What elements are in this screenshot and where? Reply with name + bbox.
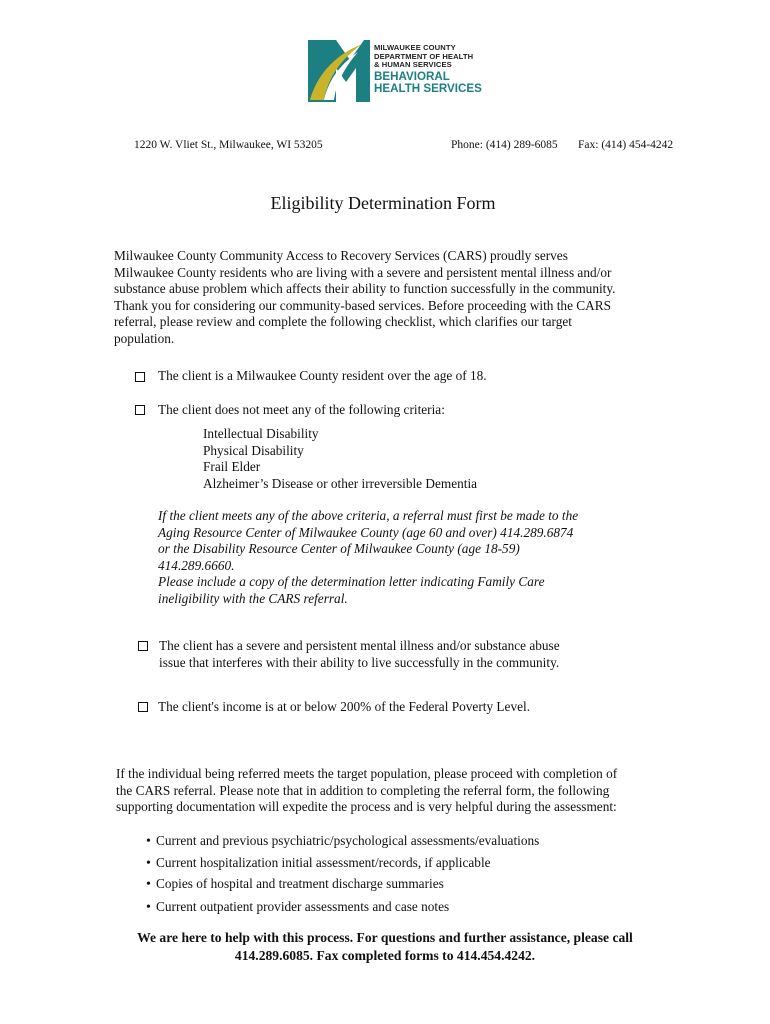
note-line: Please include a copy of the determination letter indicating Family Care [158, 574, 545, 590]
logo-line-county: MILWAUKEE COUNTY [374, 43, 456, 52]
doc-item-label: Current and previous psychiatric/psychological assessments/evaluations [156, 833, 540, 848]
fax: Fax: (414) 454-4242 [578, 139, 674, 151]
note-line: Aging Resource Center of Milwaukee County (age 60 and over) 414.289.6874 [158, 524, 574, 540]
closing-line: supporting documentation will expedite the process and is very helpful during the assessment: [116, 799, 617, 815]
intro-line: Milwaukee County residents who are living with a severe and persistent mental illness and/or [114, 264, 612, 280]
doc-item-label: Current hospitalization initial assessment/records, if applicable [156, 855, 491, 870]
logo-line-human-services: & HUMAN SERVICES [374, 60, 452, 70]
checklist-item-mental-illness [159, 638, 560, 671]
contact-line: We are here to help with this process. For questions and further assistance, please call [137, 930, 633, 945]
checkbox-income[interactable] [138, 702, 148, 712]
address: 1220 W. Vliet St., Milwaukee, WI 53205 [134, 139, 323, 151]
checkbox-resident[interactable] [135, 372, 145, 382]
intro-line: population. [114, 330, 175, 346]
checkbox-criteria[interactable] [135, 405, 145, 415]
referral-note [158, 508, 578, 608]
bullet-icon: • [146, 834, 151, 849]
logo-text [374, 44, 482, 96]
logo-line-department: DEPARTMENT OF HEALTH [374, 51, 474, 61]
intro-line: referral, please review and complete the following checklist, which clarifies our target [114, 314, 572, 330]
checklist-item-criteria: The client does not meet any of the following criteria: [158, 402, 445, 417]
note-line: If the client meets any of the above criteria, a referral must first be made to the [158, 508, 579, 523]
checklist-item-income: The client's income is at or below 200% of the Federal Poverty Level. [158, 699, 531, 714]
checklist-item-resident: The client is a Milwaukee County resident over the age of 18. [158, 368, 487, 383]
criteria-item: Physical Disability [203, 442, 304, 458]
note-line: 414.289.6660. [158, 557, 235, 573]
intro-line: Milwaukee County Community Access to Recovery Services (CARS) proudly serves [114, 248, 568, 263]
logo-line-health-services: HEALTH SERVICES [374, 82, 482, 96]
doc-list-item [146, 833, 539, 850]
criteria-item: Alzheimer’s Disease or other irreversible Dementia [203, 475, 478, 491]
closing-line: the CARS referral. Please note that in addition to completing the referral form, the following [116, 782, 610, 798]
phone: Phone: (414) 289-6085 [451, 139, 558, 151]
intro-line: Thank you for considering our community-based services. Before proceeding with the CARS [114, 297, 612, 313]
page-title: Eligibility Determination Form [270, 193, 496, 213]
criteria-item: Frail Elder [203, 459, 261, 475]
doc-item-label: Current outpatient provider assessments and case notes [156, 899, 450, 914]
doc-list-item [146, 876, 444, 893]
closing-line: If the individual being referred meets the target population, please proceed with completion of [116, 766, 618, 781]
note-line: ineligibility with the CARS referral. [158, 590, 348, 606]
contact-note [0, 929, 770, 965]
intro-paragraph [114, 248, 674, 348]
item-line: The client has a severe and persistent mental illness and/or substance abuse [159, 638, 560, 653]
doc-item-label: Copies of hospital and treatment discharge summaries [156, 876, 444, 891]
criteria-list [203, 426, 477, 492]
item-line: issue that interferes with their ability to live successfully in the community. [159, 654, 560, 670]
bullet-icon: • [146, 877, 151, 892]
bullet-icon: • [146, 900, 151, 915]
bullet-icon: • [146, 856, 151, 871]
doc-list-item [146, 899, 449, 916]
note-line: or the Disability Resource Center of Milwaukee County (age 18-59) [158, 541, 520, 557]
doc-list-item [146, 855, 491, 872]
logo-line-behavioral: BEHAVIORAL [374, 69, 450, 83]
intro-line: substance abuse problem which affects their ability to function successfully in the community. [114, 281, 616, 297]
criteria-item: Intellectual Disability [203, 426, 319, 441]
checkbox-mental-illness[interactable] [138, 641, 148, 651]
contact-line: 414.289.6085. Fax completed forms to 414.454.4242. [234, 948, 536, 963]
closing-paragraph [116, 766, 676, 816]
